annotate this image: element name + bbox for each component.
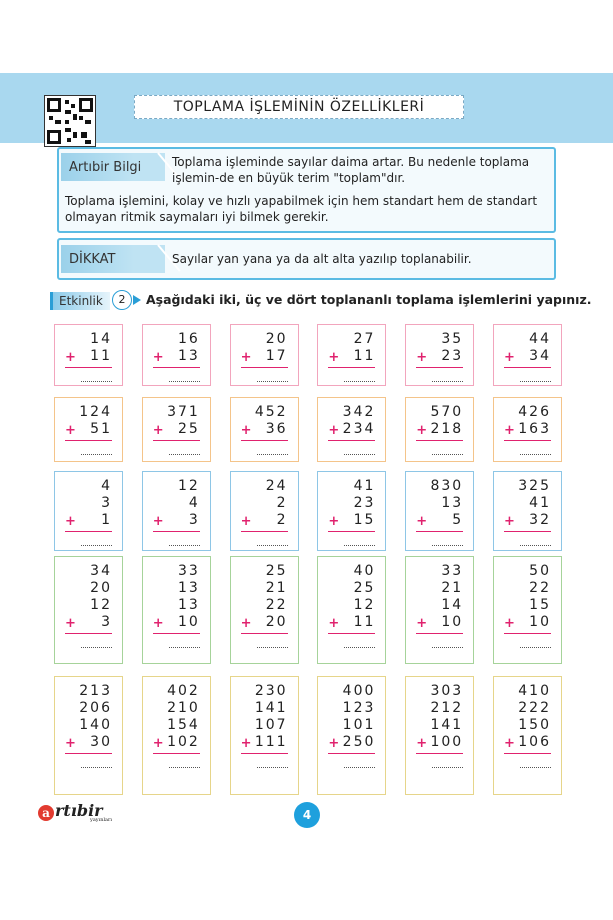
addend: 452	[254, 404, 288, 420]
addend: 21	[441, 580, 464, 596]
answer-blank[interactable]	[81, 767, 112, 768]
answer-blank[interactable]	[257, 767, 288, 768]
activity-label: Etkinlik	[50, 292, 110, 310]
problem-card	[493, 471, 562, 551]
addend: 10	[529, 614, 551, 630]
addend: 102	[167, 734, 200, 750]
sum-line	[153, 367, 200, 368]
answer-blank[interactable]	[520, 767, 551, 768]
addend: 1	[101, 512, 112, 528]
sum-line	[416, 531, 463, 532]
answer-blank[interactable]	[432, 545, 463, 546]
answer-blank[interactable]	[344, 545, 375, 546]
addend: 16	[177, 331, 200, 347]
addend: 4	[188, 495, 200, 511]
sum-line	[504, 531, 551, 532]
plus-sign: +	[416, 736, 428, 751]
answer-blank[interactable]	[169, 647, 200, 648]
addend: 33	[441, 563, 464, 579]
addend: 22	[265, 597, 288, 613]
plus-sign: +	[152, 514, 164, 529]
addend: 303	[430, 683, 464, 699]
answer-blank[interactable]	[520, 647, 551, 648]
answer-blank[interactable]	[81, 545, 112, 546]
addend: 40	[353, 563, 376, 579]
answer-blank[interactable]	[169, 454, 200, 455]
problem-card	[230, 676, 299, 795]
problem-card	[230, 556, 299, 664]
plus-sign: +	[152, 350, 164, 365]
addend: 10	[177, 614, 200, 630]
addend: 107	[254, 717, 288, 733]
dikkat-tag-label: DİKKAT	[69, 251, 116, 267]
problem-card	[493, 397, 562, 462]
addend: 100	[430, 734, 464, 750]
addend: 222	[518, 700, 551, 716]
plus-sign: +	[328, 736, 340, 751]
addend: 14	[441, 597, 464, 613]
problem-card	[405, 397, 474, 462]
sum-line	[504, 753, 551, 754]
addend: 111	[254, 734, 288, 750]
sum-line	[65, 367, 112, 368]
dikkat-tag	[61, 245, 165, 273]
sum-line	[328, 367, 375, 368]
info-box	[57, 147, 556, 233]
addend: 22	[529, 580, 551, 596]
addend: 11	[90, 348, 112, 364]
plus-sign: +	[65, 736, 76, 751]
sum-line	[504, 633, 551, 634]
plus-sign: +	[503, 423, 515, 438]
sum-line	[504, 440, 551, 441]
addend: 13	[441, 495, 464, 511]
problem-row	[54, 556, 562, 664]
addend: 106	[518, 734, 551, 750]
answer-blank[interactable]	[344, 381, 375, 382]
addend: 400	[342, 683, 376, 699]
addend: 12	[177, 478, 200, 494]
problem-card	[54, 676, 123, 795]
answer-blank[interactable]	[344, 454, 375, 455]
problem-card	[317, 471, 386, 551]
info-text-2: Toplama işlemini, kolay ve hızlı yapabilmek için hem standart hem de standart olmayan ritmik saymaları iyi bilmek gerekir.	[65, 194, 538, 224]
addend: 402	[167, 683, 200, 699]
addend: 342	[342, 404, 376, 420]
info-tag	[61, 153, 165, 181]
problem-card	[230, 324, 299, 386]
addend: 51	[90, 421, 112, 437]
answer-blank[interactable]	[520, 381, 551, 382]
sum-line	[241, 367, 288, 368]
problem-row	[54, 324, 562, 386]
problem-card	[142, 676, 211, 795]
plus-sign: +	[503, 616, 515, 631]
addend: 2	[276, 495, 288, 511]
sum-line	[504, 367, 551, 368]
sum-line	[241, 531, 288, 532]
activity-instruction: Aşağıdaki iki, üç ve dört toplananlı toplama işlemlerini yapınız.	[146, 292, 592, 307]
answer-blank[interactable]	[520, 545, 551, 546]
problem-row	[54, 397, 562, 462]
logo-text: rtıbir	[55, 801, 103, 820]
problem-card	[493, 556, 562, 664]
sum-line	[65, 531, 112, 532]
plus-sign: +	[328, 616, 340, 631]
addend: 23	[353, 495, 376, 511]
dikkat-text: Sayılar yan yana ya da alt alta yazılıp toplanabilir.	[172, 252, 472, 266]
problem-card	[142, 471, 211, 551]
problem-card	[493, 324, 562, 386]
plus-sign: +	[328, 514, 340, 529]
problem-card	[317, 676, 386, 795]
sum-line	[328, 633, 375, 634]
addend: 17	[265, 348, 288, 364]
addend: 23	[441, 348, 464, 364]
sum-line	[65, 440, 112, 441]
plus-sign: +	[416, 423, 428, 438]
publisher-logo	[38, 801, 113, 823]
addend: 15	[353, 512, 376, 528]
sum-line	[328, 440, 375, 441]
plus-sign: +	[152, 616, 164, 631]
plus-sign: +	[503, 514, 515, 529]
addend: 32	[529, 512, 551, 528]
addend: 325	[518, 478, 551, 494]
activity-number: 2	[112, 290, 132, 310]
plus-sign: +	[65, 616, 76, 631]
addend: 212	[430, 700, 464, 716]
answer-blank[interactable]	[257, 454, 288, 455]
sum-line	[416, 753, 463, 754]
addend: 830	[430, 478, 464, 494]
plus-sign: +	[152, 423, 164, 438]
answer-blank[interactable]	[81, 381, 112, 382]
addend: 24	[265, 478, 288, 494]
addend: 141	[254, 700, 288, 716]
addend: 124	[79, 404, 112, 420]
addend: 371	[167, 404, 200, 420]
addend: 21	[265, 580, 288, 596]
sum-line	[65, 633, 112, 634]
addend: 13	[177, 348, 200, 364]
sum-line	[241, 753, 288, 754]
addend: 154	[167, 717, 200, 733]
answer-blank[interactable]	[169, 545, 200, 546]
addend: 150	[518, 717, 551, 733]
answer-blank[interactable]	[432, 454, 463, 455]
plus-sign: +	[328, 350, 340, 365]
addend: 101	[342, 717, 376, 733]
problem-card	[405, 556, 474, 664]
plus-sign: +	[240, 616, 252, 631]
addend: 213	[79, 683, 112, 699]
addend: 41	[529, 495, 551, 511]
addend: 34	[90, 563, 112, 579]
addend: 12	[353, 597, 376, 613]
sum-line	[153, 753, 200, 754]
problem-row	[54, 471, 562, 551]
plus-sign: +	[503, 350, 515, 365]
addend: 570	[430, 404, 464, 420]
sum-line	[153, 633, 200, 634]
answer-blank[interactable]	[257, 545, 288, 546]
addend: 15	[529, 597, 551, 613]
problem-row	[54, 676, 562, 795]
addend: 5	[452, 512, 464, 528]
sum-line	[241, 633, 288, 634]
answer-blank[interactable]	[432, 767, 463, 768]
problem-card	[142, 324, 211, 386]
problem-card	[317, 397, 386, 462]
addend: 50	[529, 563, 551, 579]
problem-card	[54, 324, 123, 386]
problem-card	[142, 397, 211, 462]
plus-sign: +	[240, 350, 252, 365]
plus-sign: +	[416, 616, 428, 631]
answer-blank[interactable]	[257, 647, 288, 648]
page-title: TOPLAMA İŞLEMİNİN ÖZELLİKLERİ	[134, 95, 464, 119]
problem-card	[493, 676, 562, 795]
answer-blank[interactable]	[520, 454, 551, 455]
answer-blank[interactable]	[169, 767, 200, 768]
plus-sign: +	[416, 350, 428, 365]
answer-blank[interactable]	[432, 647, 463, 648]
sum-line	[416, 440, 463, 441]
addend: 25	[353, 580, 376, 596]
addend: 163	[518, 421, 551, 437]
dikkat-box	[57, 238, 556, 280]
plus-sign: +	[416, 514, 428, 529]
addend: 426	[518, 404, 551, 420]
addend: 34	[529, 348, 551, 364]
addend: 218	[430, 421, 464, 437]
plus-sign: +	[503, 736, 515, 751]
sum-line	[65, 753, 112, 754]
addend: 20	[265, 331, 288, 347]
addend: 13	[177, 597, 200, 613]
addend: 234	[342, 421, 376, 437]
addend: 206	[79, 700, 112, 716]
logo-a-mark: a	[38, 805, 54, 821]
plus-sign: +	[152, 736, 164, 751]
problem-grid	[54, 324, 562, 798]
addend: 2	[276, 512, 288, 528]
info-text-1: Toplama işleminde sayılar daima artar. Bu nedenle toplama işlemin-de en büyük terim "toplam"dır.	[172, 155, 530, 185]
addend: 33	[177, 563, 200, 579]
problem-card	[317, 556, 386, 664]
problem-card	[405, 324, 474, 386]
qr-code-icon[interactable]	[44, 95, 96, 147]
answer-blank[interactable]	[344, 647, 375, 648]
answer-blank[interactable]	[257, 381, 288, 382]
addend: 20	[90, 580, 112, 596]
addend: 12	[90, 597, 112, 613]
addend: 13	[177, 580, 200, 596]
logo-subtext: yayınları	[90, 817, 113, 823]
addend: 210	[167, 700, 200, 716]
sum-line	[416, 367, 463, 368]
answer-blank[interactable]	[81, 454, 112, 455]
problem-card	[230, 397, 299, 462]
addend: 11	[353, 614, 376, 630]
problem-card	[54, 471, 123, 551]
addend: 140	[79, 717, 112, 733]
plus-sign: +	[65, 350, 76, 365]
addend: 25	[265, 563, 288, 579]
info-tag-label: Artıbir Bilgi	[69, 159, 142, 175]
sum-line	[153, 531, 200, 532]
addend: 4	[101, 478, 112, 494]
sum-line	[153, 440, 200, 441]
plus-sign: +	[240, 514, 252, 529]
addend: 123	[342, 700, 376, 716]
problem-card	[142, 556, 211, 664]
problem-card	[317, 324, 386, 386]
plus-sign: +	[65, 514, 76, 529]
answer-blank[interactable]	[432, 381, 463, 382]
plus-sign: +	[240, 736, 252, 751]
problem-card	[54, 397, 123, 462]
addend: 20	[265, 614, 288, 630]
problem-card	[405, 676, 474, 795]
answer-blank[interactable]	[81, 647, 112, 648]
addend: 35	[441, 331, 464, 347]
addend: 410	[518, 683, 551, 699]
plus-sign: +	[328, 423, 340, 438]
plus-sign: +	[65, 423, 76, 438]
addend: 41	[353, 478, 376, 494]
sum-line	[416, 633, 463, 634]
addend: 44	[529, 331, 551, 347]
addend: 3	[188, 512, 200, 528]
addend: 141	[430, 717, 464, 733]
answer-blank[interactable]	[169, 381, 200, 382]
answer-blank[interactable]	[344, 767, 375, 768]
addend: 36	[265, 421, 288, 437]
addend: 3	[101, 614, 112, 630]
sum-line	[328, 531, 375, 532]
addend: 3	[101, 495, 112, 511]
addend: 14	[90, 331, 112, 347]
addend: 30	[90, 734, 112, 750]
problem-card	[230, 471, 299, 551]
addend: 250	[342, 734, 376, 750]
plus-sign: +	[240, 423, 252, 438]
problem-card	[405, 471, 474, 551]
addend: 27	[353, 331, 376, 347]
addend: 10	[441, 614, 464, 630]
sum-line	[328, 753, 375, 754]
addend: 230	[254, 683, 288, 699]
addend: 11	[353, 348, 376, 364]
arrow-right-icon	[133, 295, 141, 305]
page-number: 4	[294, 802, 320, 828]
addend: 25	[177, 421, 200, 437]
problem-card	[54, 556, 123, 664]
sum-line	[241, 440, 288, 441]
